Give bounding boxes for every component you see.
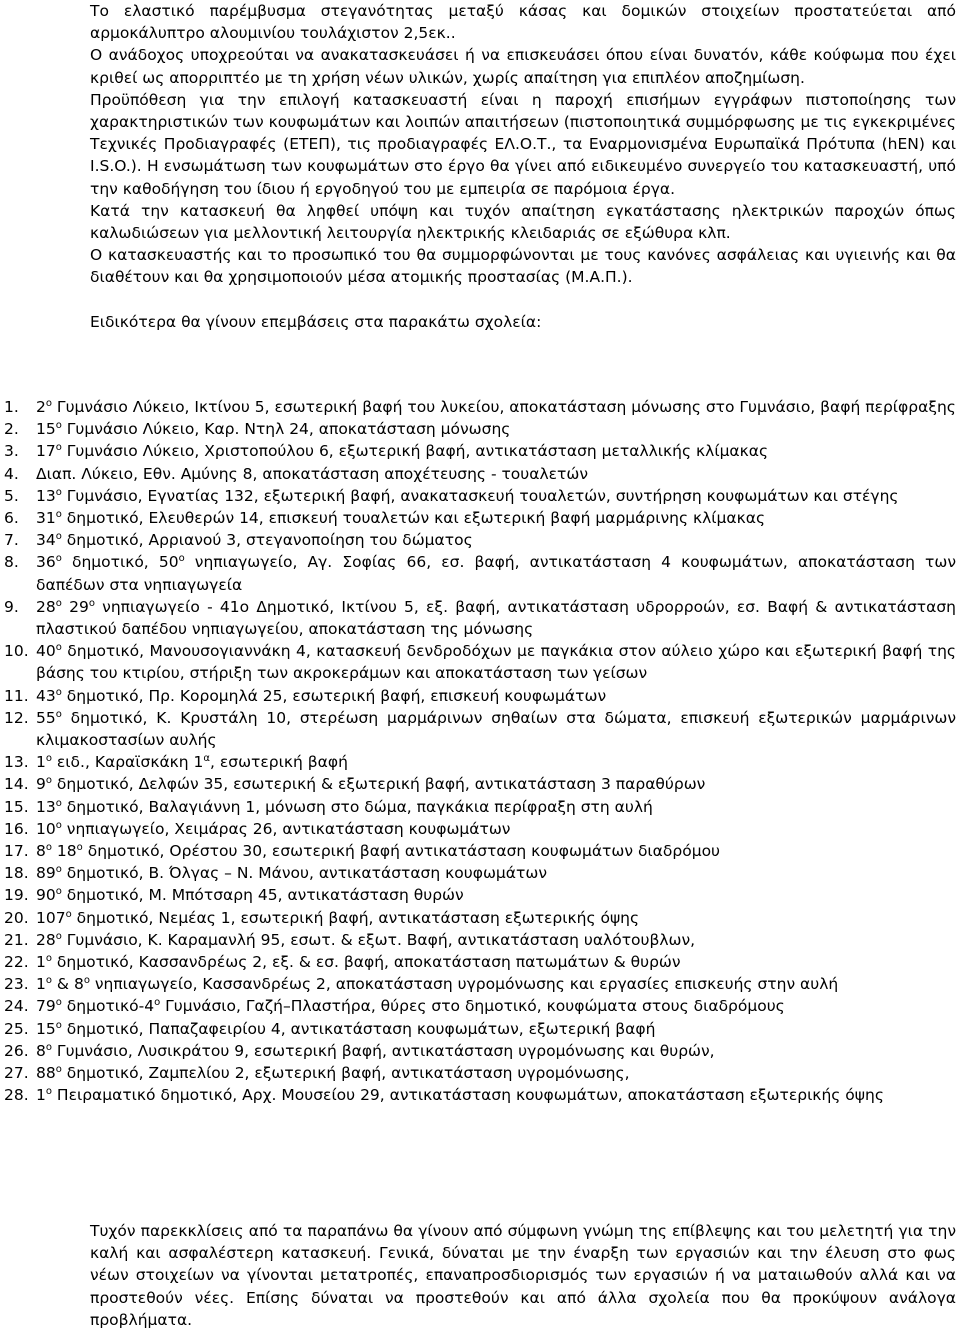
list-item-number: 17.	[4, 842, 29, 861]
list-item-number: 27.	[4, 1064, 29, 1083]
ordinal-mark: ο	[55, 864, 62, 876]
list-item-text: δημοτικό, Ζαμπελίου 2, εξωτερική βαφή, αντικατάσταση υγρομόνωσης,	[61, 1064, 630, 1083]
list-item-number: 28.	[4, 1086, 29, 1105]
ordinal-mark: ο	[55, 509, 62, 521]
list-item-text: ειδ., Καραϊσκάκη 1	[52, 753, 204, 772]
list-item-text: 34	[36, 531, 56, 550]
list-item	[0, 1018, 956, 1040]
list-item	[0, 862, 956, 884]
ordinal-mark: ο	[55, 997, 62, 1009]
list-item-text: 29	[61, 597, 89, 616]
intro-paragraph: Ο ανάδοχος υποχρεούται να ανακατασκευάσει ή να επισκευάσει όπου είναι δυνατόν, κάθε κούφωμα που έχει κριθεί ως απορριπτέο με τη χρήση νέων υλικών, χωρίς απαίτηση για επιπλέον αποζημίωση.	[90, 46, 956, 87]
ordinal-mark: ο	[55, 1064, 62, 1076]
list-item-number: 10.	[4, 642, 29, 661]
ordinal-mark: ο	[45, 975, 52, 987]
list-item-text: δημοτικό, Κ. Κρυστάλη 10, στερέωση μαρμάρινων σηθαίων στα δώματα, επισκευή εξωτερικών μαρμάρινων κλιμακοστασίων αυλής	[36, 708, 956, 750]
list-item-number: 16.	[4, 819, 29, 838]
list-item-text: Γυμνάσιο Λύκειο, Χριστοπούλου 6, εξωτερική βαφή, αντικατάσταση μεταλλικής κλίμακας	[61, 442, 769, 461]
ordinal-mark: ο	[55, 708, 62, 720]
list-item-text: Γυμνάσιο, Λυσικράτου 9, εσωτερική βαφή, αντικατάσταση υγρομόνωσης και θυρών,	[52, 1041, 715, 1060]
list-item-text: 1	[36, 975, 46, 994]
list-item-text: νηπιαγωγείο, Χειμάρας 26, αντικατάσταση κουφωμάτων	[61, 819, 511, 838]
list-item-text: 2	[36, 398, 46, 416]
ordinal-mark: α	[203, 753, 211, 765]
list-item-text: 36	[36, 553, 56, 572]
list-item-text: δημοτικό, Μανουσογιαννάκη 4, κατασκευή δενδροδόχων με παγκάκια στον αύλειο χώρο και εξωτερική βαφή της βάσης του κτιρίου, στήριξη των ακροκεράμων και αποκατάσταση των γείσων	[36, 642, 956, 683]
list-item-number: 9.	[4, 597, 19, 616]
list-item-number: 6.	[4, 509, 19, 528]
list-item	[0, 418, 956, 440]
list-item-number: 23.	[4, 975, 29, 994]
closing-paragraph: Τυχόν παρεκκλίσεις από τα παραπάνω θα γίνουν από σύμφωνη γνώμη της επίβλεψης και του μελετητή για την καλή και ασφαλέστερη κατασκευή. Γενικά, δύναται με την έναρξη των εργασιών και την έλευση στο φως νέων στοιχείων να γίνονται μετατροπές, επαναπροσδιορισμός των εργασιών ή να ματαιωθούν αλλά και να προστεθούν νέες. Επίσης δύναται να προστεθούν και από άλλα σχολεία που θα προκύψουν ανάλογα προβλήματα.	[90, 1222, 956, 1329]
list-item-number: 11.	[4, 686, 29, 705]
list-item-text: 1	[36, 953, 46, 972]
ordinal-mark: ο	[55, 930, 62, 942]
list-item	[0, 951, 956, 973]
list-item-number: 14.	[4, 775, 29, 794]
list-item	[0, 818, 956, 840]
list-item	[0, 773, 956, 795]
list-item	[0, 440, 956, 462]
list-item-text: & 8	[52, 975, 84, 994]
list-item-number: 7.	[4, 531, 19, 550]
ordinal-mark: ο	[178, 553, 185, 565]
intro-section	[90, 0, 956, 333]
list-item-number: 24.	[4, 997, 29, 1016]
ordinal-mark: ο	[55, 642, 62, 654]
list-item	[0, 973, 956, 995]
list-item	[0, 396, 956, 418]
list-item-text: δημοτικό, Ελευθερών 14, επισκευή τουαλετών και εξωτερική βαφή μαρμάρινης κλίμακας	[61, 509, 766, 528]
list-item-text: νηπιαγωγείο, Αγ. Σοφίας 66, εσ. βαφή, αντικατάσταση 4 κουφωμάτων, αποκατάσταση των δαπέδων στα νηπιαγωγεία	[36, 553, 956, 594]
list-item-number: 5.	[4, 486, 19, 505]
list-item-text: 31	[36, 509, 56, 528]
ordinal-mark: ο	[83, 975, 90, 987]
section-heading: Ειδικότερα θα γίνουν επεμβάσεις στα παρακάτω σχολεία:	[90, 312, 542, 331]
ordinal-mark: ο	[45, 398, 52, 409]
list-item-text: δημοτικό, 50	[61, 553, 179, 572]
list-item-text: νηπιαγωγείο, Κασσανδρέως 2, αποκατάσταση υγρομόνωσης και εργασίες επισκευής στην αυλή	[89, 975, 839, 994]
ordinal-mark: ο	[55, 531, 62, 543]
list-item-text: 1	[36, 1086, 46, 1105]
list-item-number: 15.	[4, 797, 29, 816]
list-item-text: 28	[36, 930, 56, 949]
list-item-text: 18	[52, 842, 77, 861]
list-item	[0, 995, 956, 1017]
list-item-text: 90	[36, 886, 56, 905]
ordinal-mark: ο	[76, 842, 83, 854]
list-item	[0, 840, 956, 862]
list-item-text: 9	[36, 775, 46, 794]
list-item	[0, 685, 956, 707]
ordinal-mark: ο	[55, 442, 62, 454]
list-item-text: 28	[36, 597, 56, 616]
list-item	[0, 551, 956, 595]
list-item-text: 17	[36, 442, 56, 461]
schools-list	[0, 396, 956, 1107]
list-item-text: Πειραματικό δημοτικό, Αρχ. Μουσείου 29, αντικατάσταση κουφωμάτων, αποκατάσταση εξωτερικής όψης	[52, 1086, 884, 1105]
list-item	[0, 507, 956, 529]
ordinal-mark: ο	[154, 997, 161, 1009]
list-item-text: 13	[36, 486, 56, 505]
ordinal-mark: ο	[45, 775, 52, 787]
list-item-text: δημοτικό, Κασσανδρέως 2, εξ. & εσ. βαφή, αποκατάσταση πατωμάτων & θυρών	[52, 953, 681, 972]
list-item-text: 79	[36, 997, 56, 1016]
list-item-number: 1.	[4, 398, 19, 416]
ordinal-mark: ο	[45, 842, 52, 854]
list-item-text: δημοτικό, Δελφών 35, εσωτερική & εξωτερική βαφή, αντικατάσταση 3 παραθύρων	[52, 775, 706, 794]
list-item	[0, 751, 956, 773]
ordinal-mark: ο	[55, 597, 62, 609]
list-item-text: δημοτικό, Βαλαγιάννη 1, μόνωση στο δώμα, παγκάκια περίφραξη στη αυλή	[61, 797, 653, 816]
list-item-number: 8.	[4, 553, 19, 572]
list-item-text: δημοτικό-4	[61, 997, 155, 1016]
intro-paragraph: Προϋπόθεση για την επιλογή κατασκευαστή είναι η παροχή επισήμων εγγράφων πιστοποίησης των χαρακτηριστικών των κουφωμάτων και λοιπών απαιτήσεων (πιστοποιητικά συμμόρφωσης με τις εγκεκριμένες Τεχνικές Προδιαγραφές (ΕΤΕΠ), τις προδιαγραφές ΕΛ.Ο.Τ., τα Εναρμονισμένα Ευρωπαϊκά Πρότυπα (hEN) και I.S.O.). Η ενσωμάτωση των κουφωμάτων στο έργο θα γίνει από ειδικευμένο συνεργείο του κατασκευαστή, υπό την καθοδήγηση του ίδιου ή εργοδηγού του με εμπειρία σε παρόμοια έργα.	[90, 90, 956, 198]
list-item	[0, 596, 956, 640]
ordinal-mark: ο	[88, 597, 95, 609]
list-item	[0, 929, 956, 951]
intro-paragraph: Ο κατασκευαστής και το προσωπικό του θα συμμορφώνονται με τους κανόνες ασφάλειας και υγιεινής και θα διαθέτουν και θα χρησιμοποιούν μέσα ατομικής προστασίας (Μ.Α.Π.).	[90, 246, 956, 287]
list-item-text: δημοτικό, Β. Όλγας – Ν. Μάνου, αντικατάσταση κουφωμάτων	[61, 864, 547, 883]
list-item-number: 12.	[4, 708, 29, 727]
list-item	[0, 884, 956, 906]
list-item	[0, 1084, 956, 1106]
list-item	[0, 707, 956, 751]
ordinal-mark: ο	[45, 1041, 52, 1053]
list-item	[0, 907, 956, 929]
intro-paragraph: Το ελαστικό παρέμβυσμα στεγανότητας μεταξύ κάσας και δομικών στοιχείων προστατεύεται από αρμοκάλυπτρο αλουμινίου τουλάχιστον 2,5εκ..	[90, 2, 956, 43]
list-item-text: δημοτικό, Ορέστου 30, εσωτερική βαφή αντικατάσταση κουφωμάτων διαδρόμου	[82, 842, 721, 861]
list-item-text: 8	[36, 1041, 46, 1060]
ordinal-mark: ο	[55, 486, 62, 498]
ordinal-mark: ο	[65, 908, 72, 920]
list-item-number: 2.	[4, 420, 19, 439]
list-item-text: 10	[36, 819, 56, 838]
list-item-text: νηπιαγωγείο - 41ο Δημοτικό, Ικτίνου 5, εξ. βαφή, αντικατάσταση υδρορροών, εσ. Βαφή & αντικατάσταση πλαστικού δαπέδου νηπιαγωγείου, αποκατάσταση της μόνωσης	[36, 597, 956, 639]
list-item	[0, 485, 956, 507]
ordinal-mark: ο	[55, 686, 62, 698]
ordinal-mark: ο	[55, 819, 62, 831]
ordinal-mark: ο	[45, 753, 52, 765]
list-item-text: δημοτικό, Νεμέας 1, εσωτερική βαφή, αντικατάσταση εξωτερικής όψης	[71, 908, 640, 927]
list-item-number: 18.	[4, 864, 29, 883]
list-item	[0, 796, 956, 818]
ordinal-mark: ο	[55, 886, 62, 898]
list-item-text: 40	[36, 642, 56, 661]
list-item-text: 89	[36, 864, 56, 883]
list-item-text: , εσωτερική βαφή	[210, 753, 348, 772]
ordinal-mark: ο	[45, 953, 52, 965]
list-item-number: 3.	[4, 442, 19, 461]
ordinal-mark: ο	[55, 1019, 62, 1031]
ordinal-mark: ο	[55, 420, 62, 432]
list-item-text: Διαπ. Λύκειο, Εθν. Αμύνης 8, αποκατάσταση αποχέτευσης - τουαλετών	[36, 464, 588, 483]
intro-paragraph: Κατά την κατασκευή θα ληφθεί υπόψη και τυχόν απαίτηση εγκατάστασης ηλεκτρικών παροχών όπως καλωδιώσεων για μελλοντική λειτουργία ηλεκτρικής κλειδαριάς σε εξώθυρα κλπ.	[90, 201, 956, 243]
list-item-number: 22.	[4, 953, 29, 972]
list-item-text: Γυμνάσιο Λύκειο, Καρ. Ντηλ 24, αποκατάσταση μόνωσης	[61, 420, 511, 439]
list-item-text: δημοτικό, Μ. Μπότσαρη 45, αντικατάσταση θυρών	[61, 886, 464, 905]
list-item-text: 13	[36, 797, 56, 816]
list-item-text: Γυμνάσιο Λύκειο, Ικτίνου 5, εσωτερική βαφή του λυκείου, αποκατάσταση μόνωσης στο Γυμνάσιο, βαφή περίφραξης	[52, 398, 956, 416]
list-item	[0, 529, 956, 551]
ordinal-mark: ο	[55, 553, 62, 565]
list-item-text: 1	[36, 753, 46, 772]
list-item	[0, 1040, 956, 1062]
list-item-text: 107	[36, 908, 66, 927]
list-item-number: 4.	[4, 464, 19, 483]
ordinal-mark: ο	[45, 1086, 52, 1098]
list-item-text: δημοτικό, Παπαζαφειρίου 4, αντικατάσταση κουφωμάτων, εξωτερική βαφή	[61, 1019, 656, 1038]
list-item-text: Γυμνάσιο, Γαζή–Πλαστήρα, θύρες στο δημοτικό, κουφώματα στους διαδρόμους	[160, 997, 785, 1016]
list-item	[0, 640, 956, 684]
list-item-text: Γυμνάσιο, Εγνατίας 132, εξωτερική βαφή, ανακατασκευή τουαλετών, συντήρηση κουφωμάτων και στέγης	[61, 486, 899, 505]
list-item-number: 21.	[4, 930, 29, 949]
list-item-text: δημοτικό, Αρριανού 3, στεγανοποίηση του δώματος	[61, 531, 473, 550]
list-item-number: 19.	[4, 886, 29, 905]
list-item-text: 55	[36, 708, 56, 727]
list-item-text: 8	[36, 842, 46, 861]
list-item-text: Γυμνάσιο, Κ. Καραμανλή 95, εσωτ. & εξωτ. Βαφή, αντικατάσταση υαλότουβλων,	[61, 930, 696, 949]
list-item-text: 15	[36, 1019, 56, 1038]
list-item-text: 43	[36, 686, 56, 705]
list-item-text: δημοτικό, Πρ. Κορομηλά 25, εσωτερική βαφή, επισκευή κουφωμάτων	[61, 686, 607, 705]
list-item-number: 26.	[4, 1041, 29, 1060]
list-item-number: 13.	[4, 753, 29, 772]
list-item	[0, 1062, 956, 1084]
list-item	[0, 463, 956, 485]
list-item-number: 20.	[4, 908, 29, 927]
list-item-number: 25.	[4, 1019, 29, 1038]
list-item-text: 88	[36, 1064, 56, 1083]
ordinal-mark: ο	[55, 797, 62, 809]
list-item-text: 15	[36, 420, 56, 439]
